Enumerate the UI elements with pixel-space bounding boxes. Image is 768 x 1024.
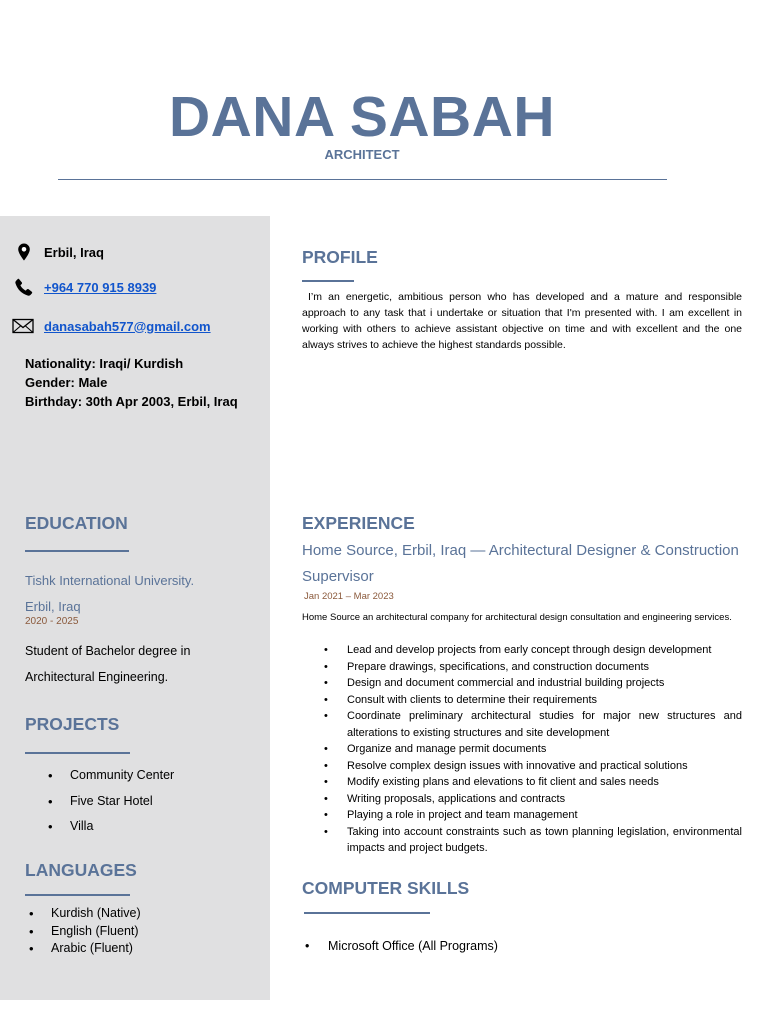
education-divider — [25, 550, 129, 552]
list-item: • Arabic (Fluent) — [25, 940, 141, 958]
list-item: • Consult with clients to determine their requirements — [302, 692, 742, 709]
phone-link[interactable]: +964 770 915 8939 — [44, 279, 157, 295]
list-item: • Resolve complex design issues with innovative and practical solutions — [302, 758, 742, 775]
education-years: 2020 - 2025 — [25, 616, 79, 627]
list-item: • Taking into account constraints such as town planning legislation, environmental impacts and project budgets. — [302, 824, 742, 857]
projects-divider — [25, 752, 130, 754]
list-item: • Microsoft Office (All Programs) — [302, 939, 498, 953]
personal-info — [25, 354, 245, 411]
job-intro: Home Source an architectural company for architectural design consultation and engineering services. — [302, 612, 732, 623]
university-city: Erbil, Iraq — [25, 599, 81, 614]
list-item: • Five Star Hotel — [44, 789, 174, 815]
contact-phone — [14, 277, 156, 297]
profile-summary: I’m an energetic, ambitious person who has developed and a mature and responsible approach to any task that i undertake or situation that I'm presented with. I am excellent in working with others to achieve assistant objective on time and with excellent and the one always strives to achieve the highest standards possible. — [302, 291, 742, 351]
resume-title: ARCHITECT — [324, 147, 400, 162]
languages-heading: LANGUAGES — [25, 860, 137, 880]
contact-location — [14, 242, 104, 262]
projects-list — [44, 763, 174, 840]
education-description: Student of Bachelor degree in Architectural Engineering. — [25, 644, 191, 684]
profile-divider — [302, 280, 354, 282]
list-item: • Lead and develop projects from early concept through design development — [302, 642, 742, 659]
list-item: • English (Fluent) — [25, 923, 141, 941]
list-item: • Design and document commercial and industrial building projects — [302, 675, 742, 692]
phone-icon — [14, 277, 34, 297]
experience-heading: EXPERIENCE — [302, 513, 415, 533]
gender-text: Gender: Male — [25, 375, 108, 390]
header-divider — [58, 179, 667, 180]
list-item: • Villa — [44, 814, 174, 840]
education-institution — [25, 568, 194, 620]
university-name: Tishk International University. — [25, 573, 195, 588]
profile-heading: PROFILE — [302, 247, 378, 267]
list-item: • Writing proposals, applications and contracts — [302, 791, 742, 808]
location-text: Erbil, Iraq — [44, 244, 104, 260]
languages-divider — [25, 894, 130, 896]
projects-heading: PROJECTS — [25, 714, 120, 734]
job-dates: Jan 2021 – Mar 2023 — [304, 591, 394, 602]
resume-name: DANA SABAH — [168, 85, 556, 149]
list-item: • Kurdish (Native) — [25, 905, 141, 923]
envelope-icon — [12, 316, 34, 336]
location-pin-icon — [14, 242, 34, 262]
skills-heading: COMPUTER SKILLS — [302, 878, 470, 898]
skills-divider — [304, 912, 430, 914]
list-item: • Community Center — [44, 763, 174, 789]
birthday-text: Birthday: 30th Apr 2003, Erbil, Iraq — [25, 394, 238, 409]
experience-duties — [302, 642, 742, 857]
list-item: • Playing a role in project and team management — [302, 807, 742, 824]
education-heading: EDUCATION — [25, 513, 128, 533]
list-item: • Coordinate preliminary architectural studies for major new structures and alterations to existing structures and site development — [302, 708, 742, 741]
list-item: • Modify existing plans and elevations to fit client and sales needs — [302, 774, 742, 791]
skills-list — [302, 939, 498, 953]
list-item: • Prepare drawings, specifications, and construction documents — [302, 659, 742, 676]
contact-email — [12, 316, 211, 336]
nationality-text: Nationality: Iraqi/ Kurdish — [25, 356, 184, 371]
email-link[interactable]: danasabah577@gmail.com — [44, 318, 211, 334]
job-title: Home Source, Erbil, Iraq — Architectural Designer & Construction Supervisor — [302, 542, 739, 585]
languages-list — [25, 905, 141, 958]
list-item: • Organize and manage permit documents — [302, 741, 742, 758]
